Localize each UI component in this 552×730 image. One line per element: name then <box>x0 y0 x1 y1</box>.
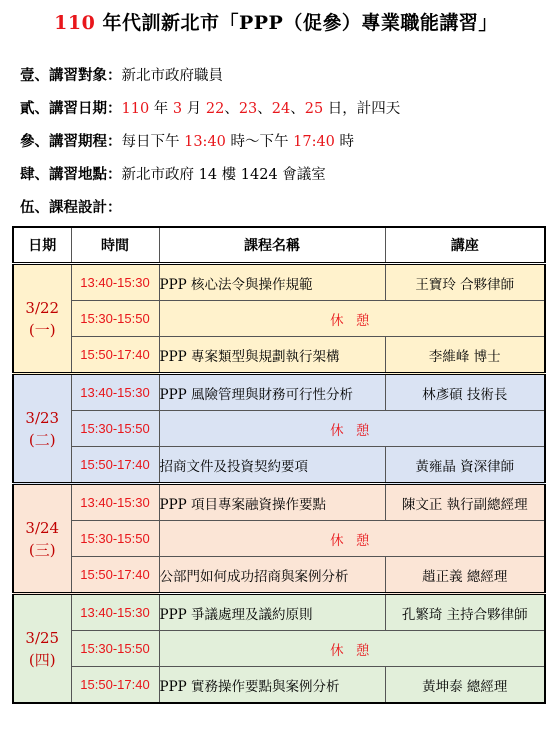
schedule-table <box>12 226 546 704</box>
table-row <box>13 557 545 594</box>
time-cell: 15:50-17:40 <box>71 447 159 484</box>
speaker-cell: 王寶玲 合夥律師 <box>385 264 545 301</box>
table-row <box>13 594 545 631</box>
course-cell: PPP 核心法令與操作規範 <box>159 264 385 301</box>
info-place-value: 新北市政府 14 樓 1424 會議室 <box>121 167 326 183</box>
page-title <box>0 8 552 35</box>
info-target <box>20 64 223 85</box>
date-year: 110 <box>121 101 150 117</box>
time-cell: 13:40-15:30 <box>71 594 159 631</box>
speaker-cell: 孔繁琦 主持合夥律師 <box>385 594 545 631</box>
table-row <box>13 374 545 411</box>
table-row <box>13 521 545 557</box>
table-row <box>13 301 545 337</box>
course-cell: 公部門如何成功招商與案例分析 <box>159 557 385 594</box>
date-text: 、 <box>290 101 305 117</box>
period-text: 時～下午 <box>225 134 294 150</box>
speaker-cell: 趙正義 總經理 <box>385 557 545 594</box>
date-day: 25 <box>304 101 324 117</box>
time-cell: 15:30-15:50 <box>71 521 159 557</box>
date-day: 22 <box>205 101 225 117</box>
speaker-cell: 黃坤泰 總經理 <box>385 667 545 704</box>
course-cell: PPP 風險管理與財務可行性分析 <box>159 374 385 411</box>
date-text: 日，計四天 <box>323 101 401 117</box>
weekday-label: (三) <box>28 540 56 559</box>
date-cell <box>13 594 71 704</box>
break-cell: 休 憩 <box>159 521 545 557</box>
course-cell: PPP 爭議處理及議約原則 <box>159 594 385 631</box>
time-cell: 15:30-15:50 <box>71 411 159 447</box>
info-period-label: 參、講習期程： <box>20 133 122 150</box>
break-cell: 休 憩 <box>159 631 545 667</box>
period-text: 時 <box>334 134 355 150</box>
time-cell: 15:30-15:50 <box>71 631 159 667</box>
table-row <box>13 337 545 374</box>
info-period <box>20 130 354 151</box>
date-day: 24 <box>271 101 291 117</box>
date-text: 月 <box>182 101 206 117</box>
date-day: 23 <box>238 101 258 117</box>
course-cell: PPP 實務操作要點與案例分析 <box>159 667 385 704</box>
title-text: 年代訓新北市「PPP（促參）專業職能講習」 <box>95 12 498 34</box>
date-month: 3 <box>172 101 183 117</box>
date-label: 3/25 <box>25 628 60 647</box>
table-row <box>13 264 545 301</box>
time-cell: 15:50-17:40 <box>71 667 159 704</box>
date-cell <box>13 264 71 374</box>
header-course: 課程名稱 <box>159 227 385 264</box>
time-cell: 13:40-15:30 <box>71 374 159 411</box>
table-row <box>13 447 545 484</box>
date-cell <box>13 484 71 594</box>
info-design-label: 伍、課程設計： <box>20 199 122 216</box>
table-row <box>13 411 545 447</box>
info-place-label: 肆、講習地點： <box>20 166 122 183</box>
info-date <box>20 97 400 118</box>
info-date-label: 貳、講習日期： <box>20 100 122 117</box>
title-year: 110 <box>54 12 96 34</box>
header-date: 日期 <box>13 227 71 264</box>
period-end: 17:40 <box>293 134 335 150</box>
time-cell: 15:50-17:40 <box>71 337 159 374</box>
table-row <box>13 484 545 521</box>
date-label: 3/22 <box>25 298 60 317</box>
info-target-value: 新北市政府職員 <box>121 68 223 84</box>
weekday-label: (二) <box>28 430 56 449</box>
date-text: 、 <box>224 101 239 117</box>
time-cell: 13:40-15:30 <box>71 264 159 301</box>
info-place <box>20 163 326 184</box>
date-label: 3/24 <box>25 518 60 537</box>
break-cell: 休 憩 <box>159 411 545 447</box>
table-row <box>13 631 545 667</box>
course-cell: PPP 項目專案融資操作要點 <box>159 484 385 521</box>
date-text: 、 <box>257 101 272 117</box>
course-cell: 招商文件及投資契約要項 <box>159 447 385 484</box>
header-speaker: 講座 <box>385 227 545 264</box>
time-cell: 15:30-15:50 <box>71 301 159 337</box>
speaker-cell: 李維峰 博士 <box>385 337 545 374</box>
speaker-cell: 陳文正 執行副總經理 <box>385 484 545 521</box>
date-cell <box>13 374 71 484</box>
date-text: 年 <box>149 101 173 117</box>
header-time: 時間 <box>71 227 159 264</box>
date-label: 3/23 <box>25 408 60 427</box>
period-start: 13:40 <box>184 134 226 150</box>
time-cell: 15:50-17:40 <box>71 557 159 594</box>
break-cell: 休 憩 <box>159 301 545 337</box>
speaker-cell: 林彥碩 技術長 <box>385 374 545 411</box>
time-cell: 13:40-15:30 <box>71 484 159 521</box>
info-design <box>20 196 122 217</box>
course-cell: PPP 專案類型與規劃執行架構 <box>159 337 385 374</box>
table-row <box>13 667 545 704</box>
period-text: 每日下午 <box>121 134 185 150</box>
weekday-label: (一) <box>28 320 56 339</box>
weekday-label: (四) <box>28 650 56 669</box>
info-target-label: 壹、講習對象： <box>20 67 122 84</box>
speaker-cell: 黃雍晶 資深律師 <box>385 447 545 484</box>
header-row <box>13 227 545 264</box>
